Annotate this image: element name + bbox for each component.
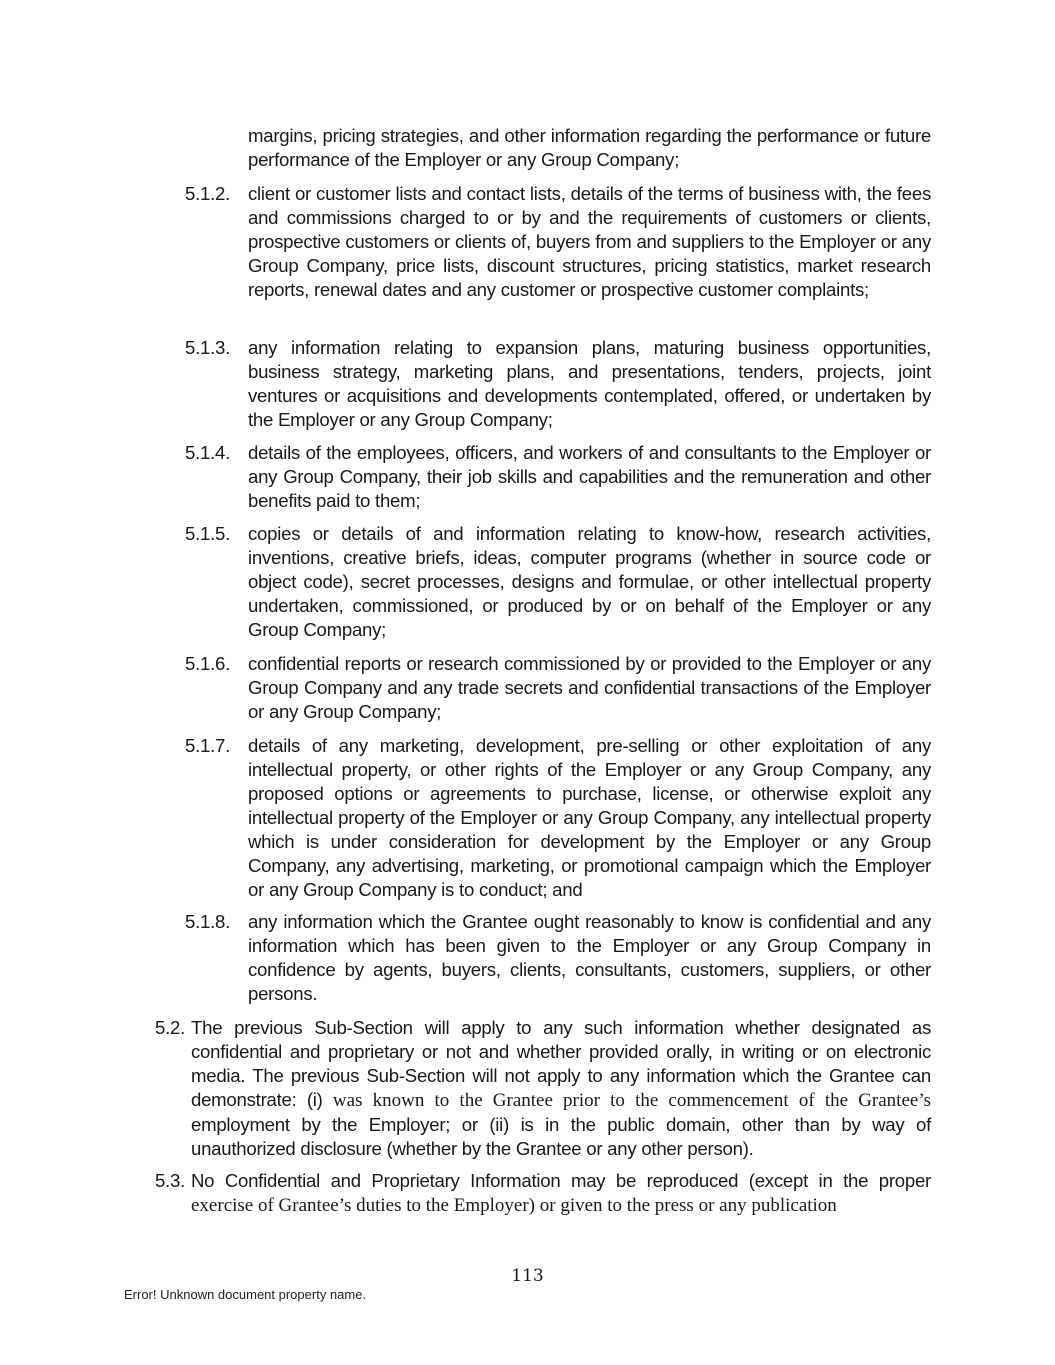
list-item-5-1-4 (185, 441, 931, 513)
item-number: 5.1.3. (185, 337, 231, 358)
section-text-part-b: was known to the Grantee prior to the commencement of the Grantee’s (332, 1090, 931, 1111)
list-item-5-1-6 (185, 652, 931, 724)
footer-error-note: Error! Unknown document property name. (124, 1287, 367, 1302)
list-item-5-1-8 (185, 910, 931, 1006)
item-text: any information relating to expansion plans, maturing business opportunities, business strategy, marketing plans, and presentations, tenders, projects, joint ventures or acquisitions and developments contemplated, offered, or undertaken by the Employer or any Group Company; (248, 337, 931, 430)
item-text: details of any marketing, development, pre-selling or other exploitation of any intellectual property, or other rights of the Employer or any Group Company, any proposed options or agreements to purchase, license, or otherwise exploit any intellectual property of the Employer or any Group Company, any intellectual property which is under consideration for development by the Employer or any Group Company, any advertising, marketing, or promotional campaign which the Employer or any Group Company is to conduct; and (248, 735, 931, 900)
section-5-3 (155, 1169, 931, 1218)
item-text: details of the employees, officers, and workers of and consultants to the Employer or any Group Company, their job skills and capabilities and the remuneration and other benefits paid to them; (248, 442, 931, 511)
list-item-5-1-7 (185, 734, 931, 902)
section-text-part-c: employment by the Employer; or (ii) is in the public domain, other than by way of unauthorized disclosure (whether by the Grantee or any other person). (191, 1114, 931, 1159)
section-number: 5.2. (155, 1017, 186, 1038)
item-number: 5.1.6. (185, 653, 231, 674)
continuation-paragraph: margins, pricing strategies, and other information regarding the performance or future performance of the Employer or any Group Company; (248, 125, 931, 170)
item-text: confidential reports or research commissioned by or provided to the Employer or any Group Company and any trade secrets and confidential transactions of the Employer or any Group Company; (248, 653, 931, 722)
list-item-5-1-2 (185, 182, 931, 302)
item-number: 5.1.2. (185, 183, 231, 204)
item-number: 5.1.5. (185, 523, 231, 544)
section-text (191, 1169, 931, 1218)
section-text-part-a: The previous Sub-Section will apply to any such information whether designated as confidential and proprietary or not and whether provided orally, in writing or on electronic media. The previous Sub-Section will not apply to any information which the Grantee can demonstrate: (i) (191, 1017, 931, 1110)
item-number: 5.1.4. (185, 442, 231, 463)
section-number: 5.3. (155, 1170, 186, 1191)
list-item-5-1-3 (185, 336, 931, 432)
section-text (191, 1016, 931, 1161)
section-5-2 (155, 1016, 931, 1161)
list-item-5-1-5 (185, 522, 931, 642)
item-number: 5.1.8. (185, 911, 231, 932)
item-text: client or customer lists and contact lists, details of the terms of business with, the fees and commissions charged to or by and the requirements of customers or clients, prospective customers or clients of, buyers from and suppliers to the Employer or any Group Company, price lists, discount structures, pricing statistics, market research reports, renewal dates and any customer or prospective customer complaints; (248, 183, 931, 300)
section-text-part-a: No Confidential and Proprietary Information may be reproduced (except in the proper (191, 1170, 931, 1191)
page-number: 113 (511, 1266, 544, 1286)
item-text: any information which the Grantee ought reasonably to know is confidential and any information which has been given to the Employer or any Group Company in confidence by agents, buyers, clients, consultants, customers, suppliers, or other persons. (248, 911, 931, 1004)
section-text-part-b: exercise of Grantee’s duties to the Employer) or given to the press or any publication (191, 1195, 837, 1216)
item-text: copies or details of and information relating to know-how, research activities, inventions, creative briefs, ideas, computer programs (whether in source code or object code), secret processes, designs and formulae, or other intellectual property undertaken, commissioned, or produced by or on behalf of the Employer or any Group Company; (248, 523, 931, 640)
item-number: 5.1.7. (185, 735, 231, 756)
